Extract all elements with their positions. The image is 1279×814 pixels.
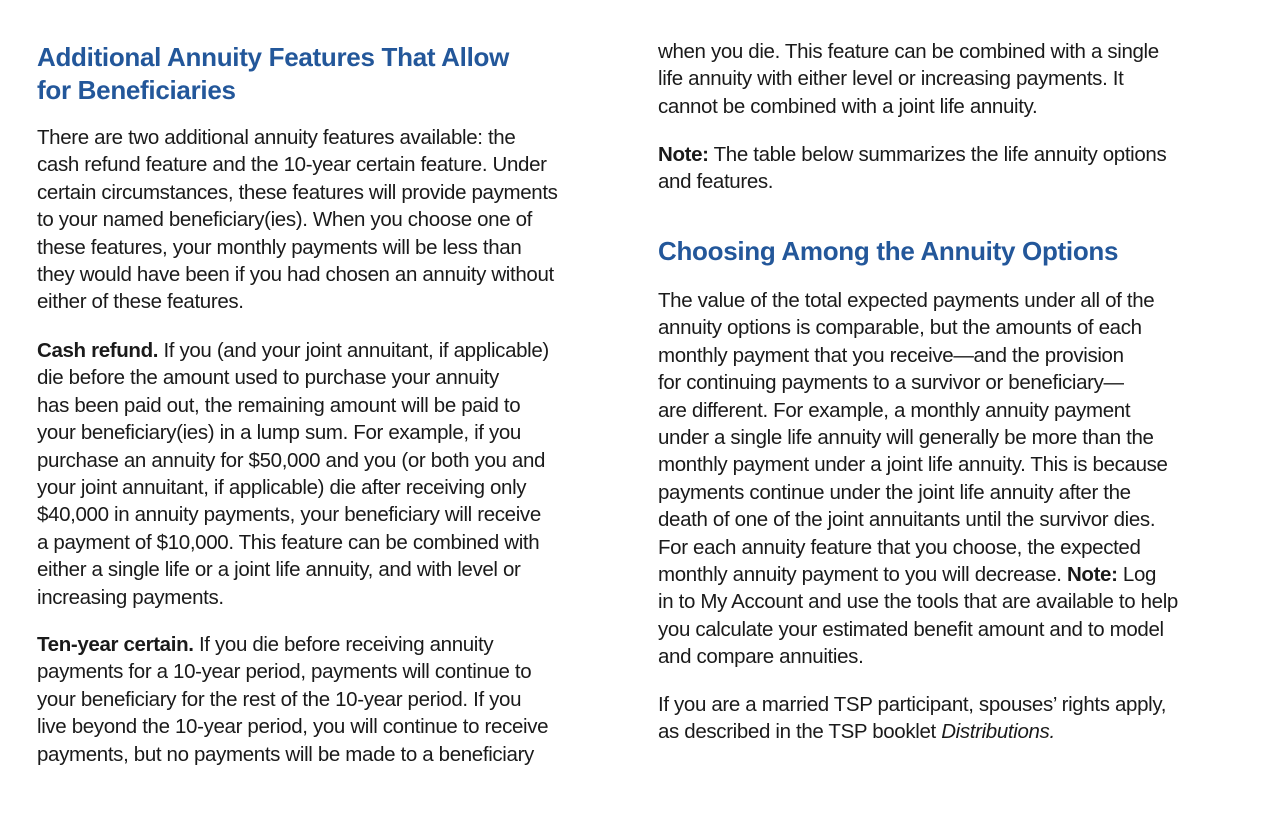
- ten-year-certain-continuation: [658, 38, 1159, 120]
- text-line: increasing payments.: [37, 585, 224, 609]
- married-participant-paragraph: [658, 691, 1166, 746]
- ten-year-certain-label: Ten-year certain.: [37, 633, 194, 656]
- text-line: For each annuity feature that you choose, the expected: [658, 535, 1141, 559]
- cash-refund-paragraph: [37, 337, 549, 611]
- text-line: has been paid out, the remaining amount will be paid to: [37, 393, 521, 417]
- heading-line: Additional Annuity Features That Allow: [37, 42, 510, 72]
- text-line: either a single life or a joint life annuity, and with level or: [37, 558, 521, 582]
- text-line: and compare annuities.: [658, 645, 864, 669]
- text-line: cannot be combined with a joint life annuity.: [658, 94, 1038, 118]
- text-line: life annuity with either level or increasing payments. It: [658, 67, 1124, 91]
- text-line: to your named beneficiary(ies). When you choose one of: [37, 208, 533, 232]
- booklet-title: Distributions.: [941, 720, 1055, 744]
- text-line: [37, 631, 548, 658]
- text-fragment: as described in the TSP booklet: [658, 720, 942, 744]
- intro-paragraph: [37, 124, 558, 316]
- text-line: purchase an annuity for $50,000 and you (or both you and: [37, 448, 546, 472]
- text-line: your joint annuitant, if applicable) die after receiving only: [37, 476, 527, 500]
- text-line: when you die. This feature can be combined with a single: [658, 40, 1159, 63]
- text-fragment: If you (and your joint annuitant, if applicable): [158, 339, 549, 362]
- text-line: under a single life annuity will generally be more than the: [658, 426, 1154, 450]
- text-line: and features.: [658, 170, 774, 194]
- text-line: payments for a 10-year period, payments will continue to: [37, 660, 532, 684]
- section-heading-additional-features: [37, 41, 509, 107]
- note-label: Note:: [658, 143, 709, 166]
- note-label: Note:: [1066, 563, 1118, 587]
- text-line: [37, 337, 549, 364]
- text-line: a payment of $10,000. This feature can be combined with: [37, 530, 540, 554]
- text-line: The value of the total expected payments under all of the: [658, 289, 1155, 312]
- text-line: monthly payment under a joint life annuity. This is because: [658, 453, 1168, 477]
- text-line: are different. For example, a monthly annuity payment: [658, 398, 1131, 422]
- annuity-value-paragraph: [658, 287, 1178, 671]
- text-line: There are two additional annuity features available: the: [37, 126, 516, 149]
- text-fragment: The table below summarizes the life annuity options: [708, 143, 1167, 166]
- note-paragraph: [658, 141, 1166, 196]
- text-line: they would have been if you had chosen an annuity without: [37, 263, 554, 287]
- text-line: monthly payment that you receive—and the provision: [658, 343, 1124, 367]
- text-line: cash refund feature and the 10-year certain feature. Under: [37, 153, 547, 177]
- text-line: If you are a married TSP participant, spouses’ rights apply,: [658, 693, 1167, 716]
- cash-refund-label: Cash refund.: [37, 339, 159, 362]
- text-line: you calculate your estimated benefit amount and to model: [658, 617, 1164, 641]
- text-line: annuity options is comparable, but the amounts of each: [658, 316, 1142, 340]
- text-line: live beyond the 10-year period, you will continue to receive: [37, 715, 549, 739]
- text-line: payments continue under the joint life annuity after the: [658, 480, 1131, 504]
- section-heading-choosing-options: [658, 235, 1118, 268]
- text-line: [658, 561, 1178, 588]
- text-line: die before the amount used to purchase your annuity: [37, 366, 499, 390]
- ten-year-certain-paragraph: [37, 631, 548, 768]
- text-line: $40,000 in annuity payments, your beneficiary will receive: [37, 503, 541, 527]
- text-line: certain circumstances, these features will provide payments: [37, 180, 558, 204]
- text-fragment: monthly annuity payment to you will decrease.: [658, 563, 1067, 587]
- text-line: your beneficiary(ies) in a lump sum. For example, if you: [37, 421, 521, 445]
- text-line: [658, 718, 1166, 745]
- text-line: in to My Account and use the tools that are available to help: [658, 590, 1178, 614]
- text-line: [658, 141, 1166, 168]
- text-line: for continuing payments to a survivor or beneficiary—: [658, 371, 1124, 395]
- text-line: payments, but no payments will be made to a beneficiary: [37, 742, 534, 766]
- text-line: these features, your monthly payments will be less than: [37, 235, 522, 259]
- text-line: either of these features.: [37, 290, 244, 314]
- heading-line: for Beneficiaries: [37, 75, 236, 105]
- text-line: your beneficiary for the rest of the 10-year period. If you: [37, 687, 522, 711]
- heading-line: Choosing Among the Annuity Options: [658, 236, 1119, 266]
- text-line: death of one of the joint annuitants until the survivor dies.: [658, 508, 1156, 532]
- text-fragment: If you die before receiving annuity: [193, 633, 494, 656]
- text-fragment: Log: [1117, 563, 1157, 587]
